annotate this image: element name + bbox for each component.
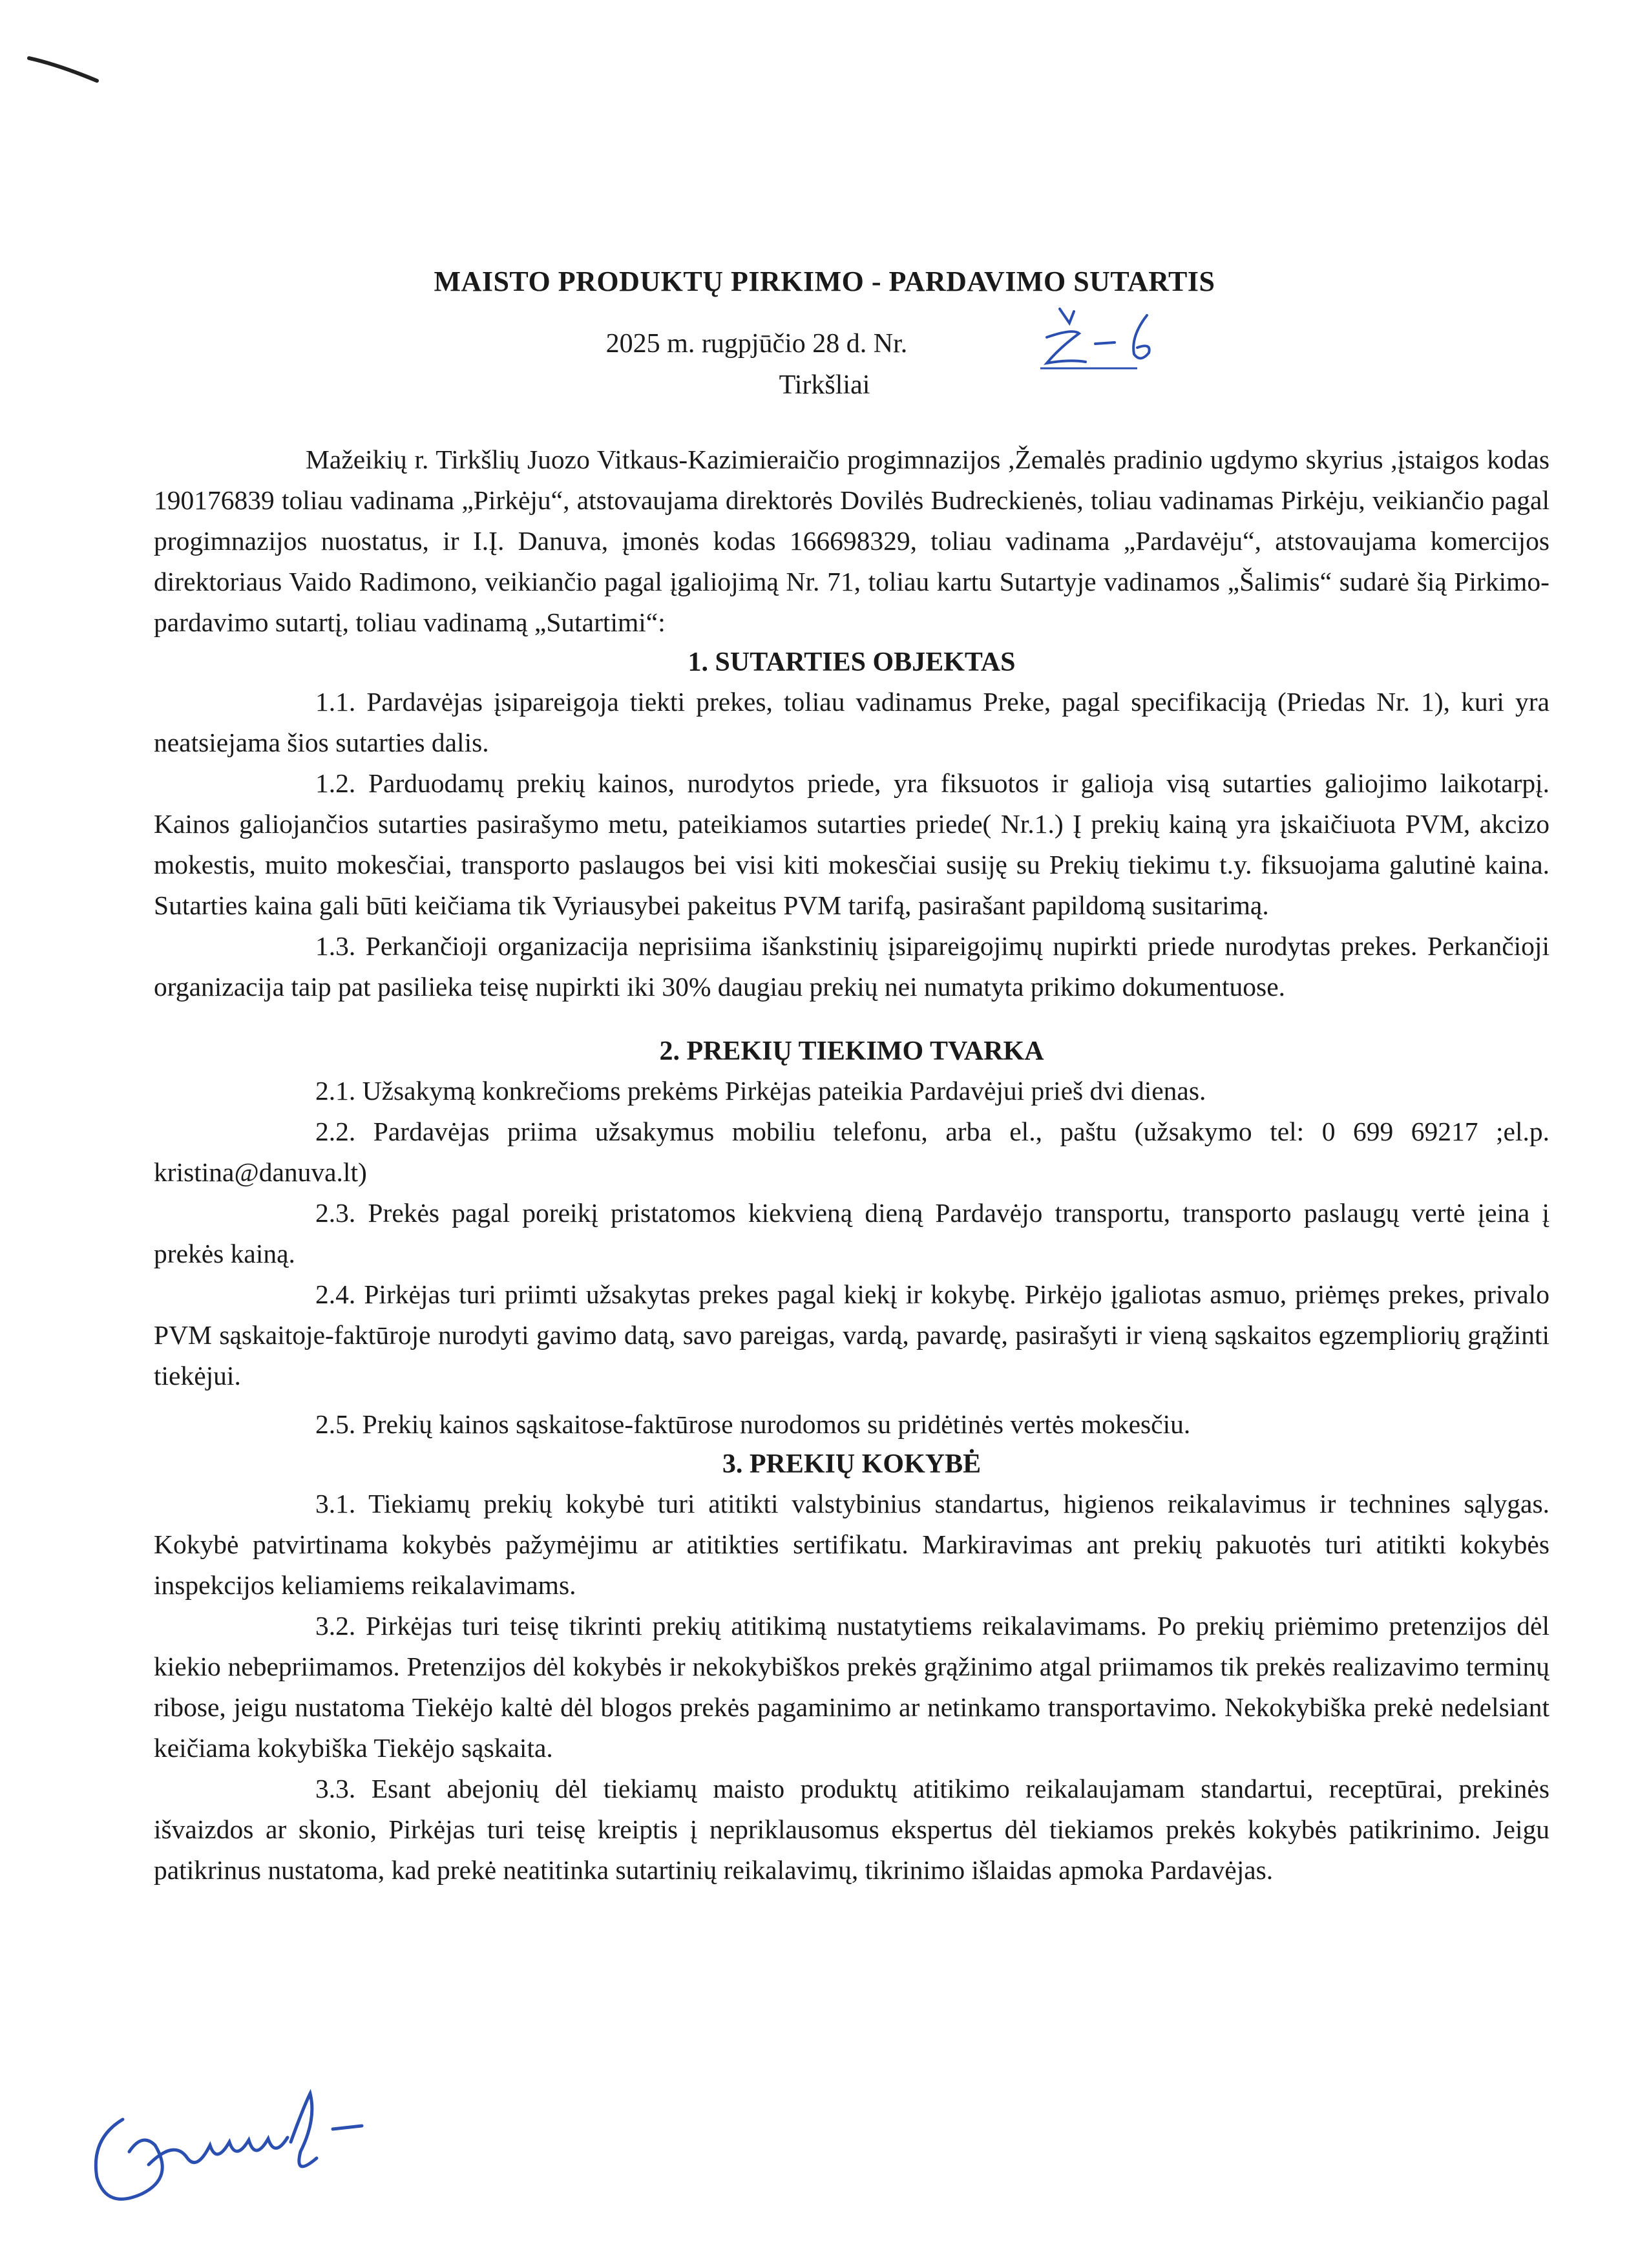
clause-2-5: 2.5. Prekių kainos sąskaitose-faktūrose nurodomos su pridėtinės vertės mokesčiu. — [315, 1409, 1191, 1439]
handwritten-signature-icon — [78, 2081, 414, 2229]
handwritten-number-icon — [1034, 304, 1189, 375]
document-title: MAISTO PRODUKTŲ PIRKIMO - PARDAVIMO SUTARTIS — [434, 266, 1215, 297]
clause-2-4: 2.4. Pirkėjas turi priimti užsakytas prekes pagal kiekį ir kokybę. Pirkėjo įgaliotas asmuo, priėmęs prekes, privalo PVM sąskaitoje-faktūroje nurodyti gavimo datą, savo pareigas, vardą, pavardę, pasirašyti ir vieną sąskaitos egzempliorių grąžinti tiekėjui. — [154, 1279, 1549, 1391]
clause-3-3: 3.3. Esant abejonių dėl tiekiamų maisto produktų atitikimo reikalaujamam standartui, receptūrai, prekinės išvaizdos ar skonio, Pirkėjas turi teisę kreiptis į nepriklausomus ekspertus dėl tiekiamos prekės kokybės patikrinimo. Jeigu patikrinus nustatoma, kad prekė neatitinka sutartinių reikalavimų, tikrinimo išlaidas apmoka Pardavėjas. — [154, 1774, 1549, 1885]
document-date-line — [0, 328, 1649, 359]
section-heading-2: 2. PREKIŲ TIEKIMO TVARKA — [659, 1036, 1044, 1066]
intro-paragraph: Mažeikių r. Tirkšlių Juozo Vitkaus-Kazimieraičio progimnazijos ,Žemalės pradinio ugdymo skyrius ,įstaigos kodas 190176839 toliau vadinama „Pirkėju“, atstovaujama direktorės Dovilės Budreckienės, toliau vadinamas Pirkėju, veikiančio pagal progimnazijos nuostatus, ir I.Į. Danuva, įmonės kodas 166698329, toliau vadinama „Pardavėju“, atstovaujama komercijos direktoriaus Vaido Radimono, veikiančio pagal įgaliojimą Nr. 71, toliau kartu Sutartyje vadinamos „Šalimis“ sudarė šią Pirkimo-pardavimo sutartį, toliau vadinamą „Sutartimi“: — [154, 445, 1549, 637]
section-heading-3: 3. PREKIŲ KOKYBĖ — [722, 1449, 982, 1479]
date-text: 2025 m. rugpjūčio 28 d. Nr. — [605, 329, 908, 359]
clause-3-1: 3.1. Tiekiamų prekių kokybė turi atitikti valstybinius standartus, higienos reikalavimus ir technines sąlygas. Kokybė patvirtinama kokybės pažymėjimu ar atitikties sertifikatu. Markiravimas ant prekių pakuotės turi atitikti kokybės inspekcijos keliamiems reikalavimams. — [154, 1489, 1549, 1600]
clause-2-3: 2.3. Prekės pagal poreikį pristatomos kiekvieną dieną Pardavėjo transportu, transporto paslaugų vertė įeina į prekės kainą. — [154, 1198, 1549, 1268]
contract-body — [154, 439, 1549, 1891]
clause-2-1: 2.1. Užsakymą konkrečioms prekėms Pirkėjas pateikia Pardavėjui prieš dvi dienas. — [315, 1076, 1206, 1106]
clause-3-2: 3.2. Pirkėjas turi teisę tikrinti prekių atitikimą nustatytiems reikalavimams. Po prekių priėmimo pretenzijos dėl kiekio nebepriimamos. Pretenzijos dėl kokybės ir nekokybiškos prekės grąžinimo atgal priimamos tik prekės realizavimo terminų ribose, jeigu nustatoma Tiekėjo kaltė dėl blogos prekės pagaminimo ar netinkamo transportavimo. Nekokybiška prekė nedelsiant keičiama kokybiška Tiekėjo sąskaita. — [154, 1611, 1549, 1763]
clause-1-2: 1.2. Parduodamų prekių kainos, nurodytos priede, yra fiksuotos ir galioja visą sutarties galiojimo laikotarpį. Kainos galiojančios sutarties pasirašymo metu, pateikiamos sutarties priede( Nr.1.) Į prekių kainą yra įskaičiuota PVM, akcizo mokestis, muito mokesčiai, transporto paslaugos bei visi kiti mokesčiai susiję su Prekių tiekimu t.y. fiksuojama galutinė kaina. Sutarties kaina gali būti keičiama tik Vyriausybei pakeitus PVM tarifą, pasirašant papildomą susitarimą. — [154, 768, 1549, 920]
clause-1-1: 1.1. Pardavėjas įsipareigoja tiekti prekes, toliau vadinamus Preke, pagal specifikaciją (Priedas Nr. 1), kuri yra neatsiejama šios sutarties dalis. — [154, 687, 1549, 757]
document-place: Tirkšliai — [779, 370, 870, 400]
clause-2-2: 2.2. Pardavėjas priima užsakymus mobiliu telefonu, arba el., paštu (užsakymo tel: 0 699 69217 ;el.p. kristina@danuva.lt) — [154, 1117, 1549, 1187]
section-heading-1: 1. SUTARTIES OBJEKTAS — [688, 647, 1016, 677]
clause-1-3: 1.3. Perkančioji organizacija neprisiima išankstinių įsipareigojimų nupirkti priede nurodytas prekes. Perkančioji organizacija taip pat pasilieka teisę nupirkti iki 30% daugiau prekių nei numatyta prikimo dokumentuose. — [154, 931, 1549, 1002]
pen-stroke-mark-icon — [26, 45, 103, 97]
